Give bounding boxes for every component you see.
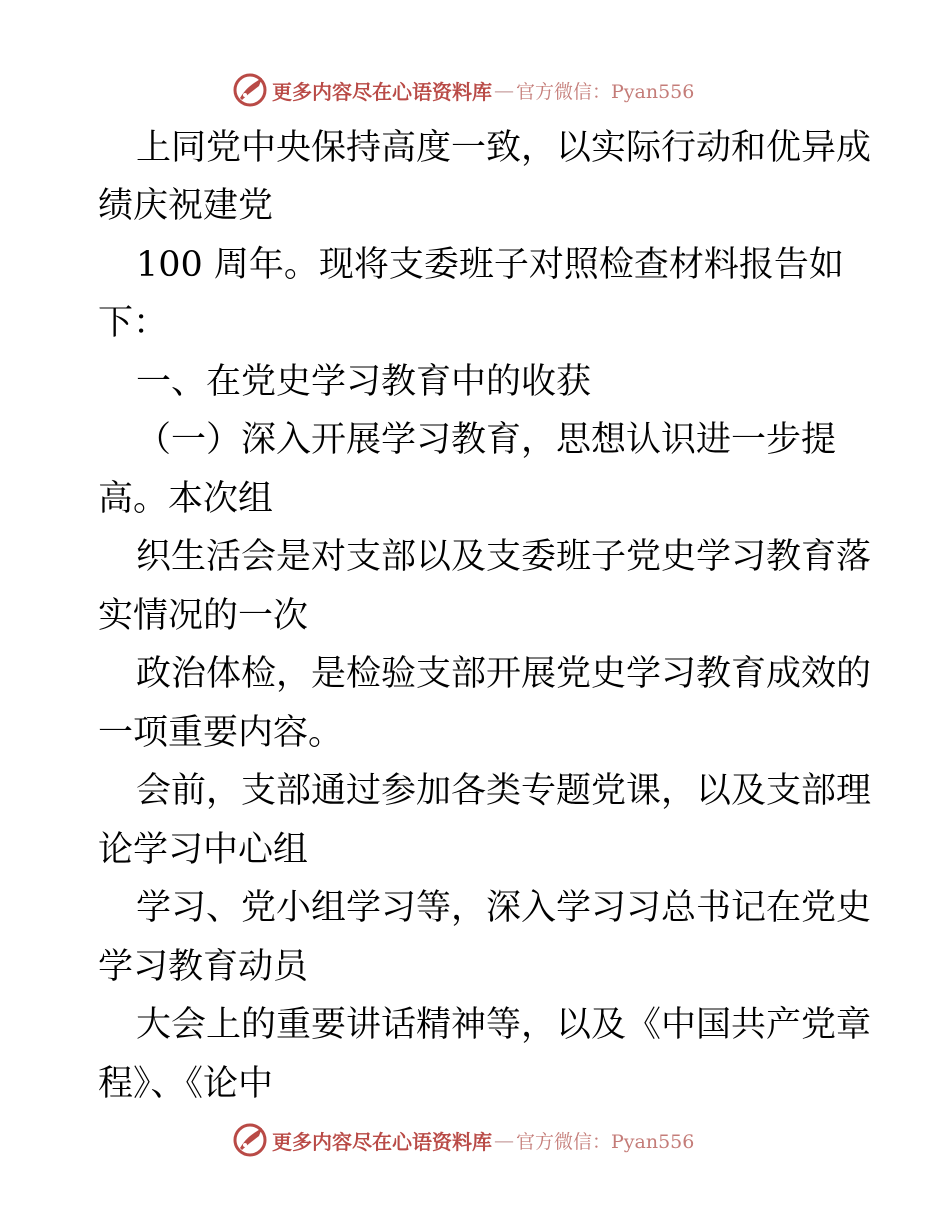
body-line: 大会上的重要讲话精神等，以及《中国共产党章 — [136, 1005, 872, 1045]
body-line: 上同党中央保持高度一致，以实际行动和优异成 — [136, 128, 872, 168]
pen-nib-logo-icon — [232, 1122, 268, 1158]
header-watermark — [232, 70, 694, 110]
watermark-brand: 更多内容尽在心语资料库 — [272, 79, 492, 104]
footer-watermark — [232, 1120, 694, 1160]
watermark-dash: — — [494, 1128, 514, 1152]
body-line: 学习教育动员 — [98, 947, 309, 987]
body-line: 下： — [98, 303, 169, 343]
body-line: 织生活会是对支部以及支委班子党史学习教育落 — [136, 537, 872, 577]
watermark-dash: — — [494, 78, 514, 102]
section-heading: 一、在党史学习教育中的收获 — [136, 362, 592, 402]
body-line: 高。本次组 — [98, 479, 274, 519]
watermark-contact: 官方微信：Pyan556 — [516, 1130, 695, 1153]
body-line: 程》、《论中 — [98, 1064, 274, 1104]
body-line: 一项重要内容。 — [98, 713, 344, 753]
body-line: 会前，支部通过参加各类专题党课，以及支部理 — [136, 771, 872, 811]
subsection-heading: （一）深入开展学习教育，思想认识进一步提 — [136, 420, 837, 460]
body-line: 实情况的一次 — [98, 596, 309, 636]
pen-nib-logo-icon — [232, 72, 268, 108]
watermark-contact: 官方微信：Pyan556 — [516, 80, 695, 103]
body-line: 学习、党小组学习等，深入学习习总书记在党史 — [136, 888, 872, 928]
body-line: 政治体检，是检验支部开展党史学习教育成效的 — [136, 654, 872, 694]
body-line: 论学习中心组 — [98, 830, 309, 870]
body-line: 绩庆祝建党 — [98, 186, 274, 226]
watermark-brand: 更多内容尽在心语资料库 — [272, 1129, 492, 1154]
body-line: 100 周年。现将支委班子对照检查材料报告如 — [136, 245, 844, 285]
